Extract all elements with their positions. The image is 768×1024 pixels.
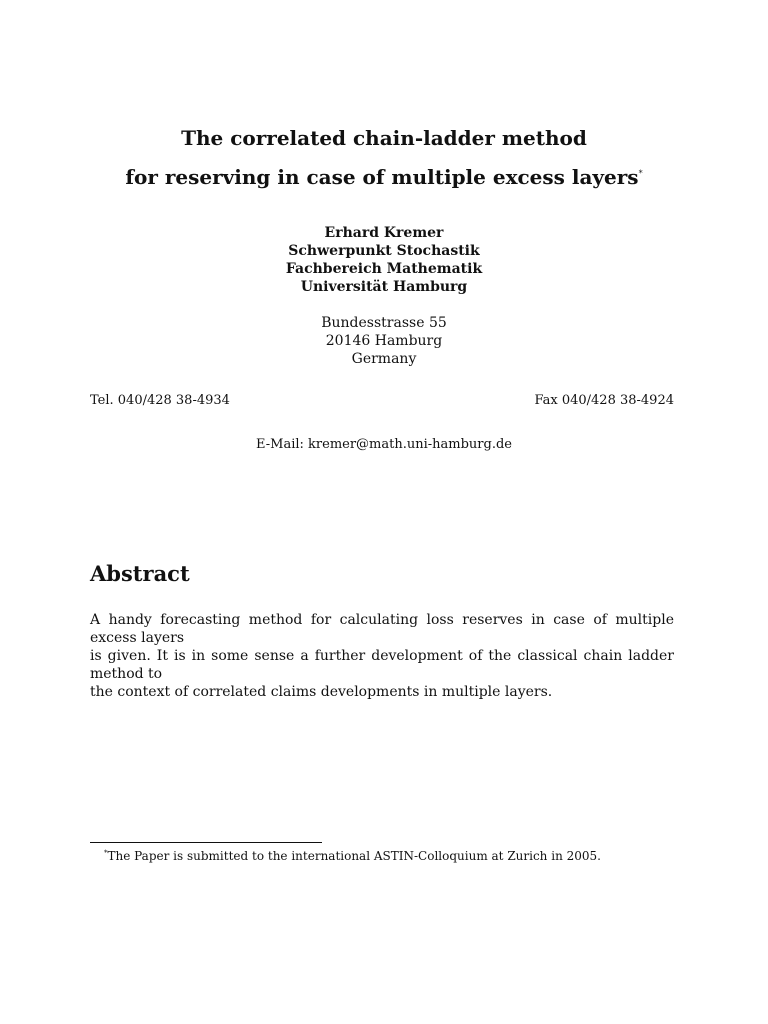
author-name: Erhard Kremer bbox=[324, 225, 444, 241]
author-block bbox=[0, 224, 768, 296]
footnote-text: The Paper is submitted to the international ASTIN-Colloquium at Zurich in 2005. bbox=[107, 849, 601, 863]
address-city: 20146 Hamburg bbox=[325, 333, 443, 349]
author-affiliation-1: Schwerpunkt Stochastik bbox=[288, 243, 480, 259]
abstract-line-1: A handy forecasting method for calculating loss reserves in case of multiple excess layers bbox=[90, 612, 674, 646]
footnote-mark: * bbox=[104, 849, 108, 857]
telephone-number: Tel. 040/428 38-4934 bbox=[90, 393, 230, 408]
footnote bbox=[104, 845, 601, 864]
author-affiliation-3: Universität Hamburg bbox=[300, 279, 468, 295]
title-line-2 bbox=[0, 156, 768, 195]
email-address: E-Mail: kremer@math.uni-hamburg.de bbox=[256, 437, 512, 452]
paper-title bbox=[0, 120, 768, 195]
abstract-line-3: the context of correlated claims developments in multiple layers. bbox=[90, 684, 553, 700]
abstract-line-2: is given. It is in some sense a further development of the classical chain ladder method to bbox=[90, 648, 674, 682]
address-street: Bundesstrasse 55 bbox=[321, 315, 447, 331]
abstract-text bbox=[90, 611, 674, 701]
title-line-2-text: for reserving in case of multiple excess layers bbox=[125, 165, 639, 189]
author-affiliation-2: Fachbereich Mathematik bbox=[285, 261, 483, 277]
title-line-1: The correlated chain-ladder method bbox=[181, 126, 587, 150]
footnote-divider bbox=[90, 842, 322, 843]
title-footnote-mark: * bbox=[638, 169, 643, 178]
fax-number: Fax 040/428 38-4924 bbox=[534, 393, 674, 408]
postal-address bbox=[0, 314, 768, 368]
abstract-heading: Abstract bbox=[90, 561, 190, 586]
address-country: Germany bbox=[351, 351, 417, 367]
